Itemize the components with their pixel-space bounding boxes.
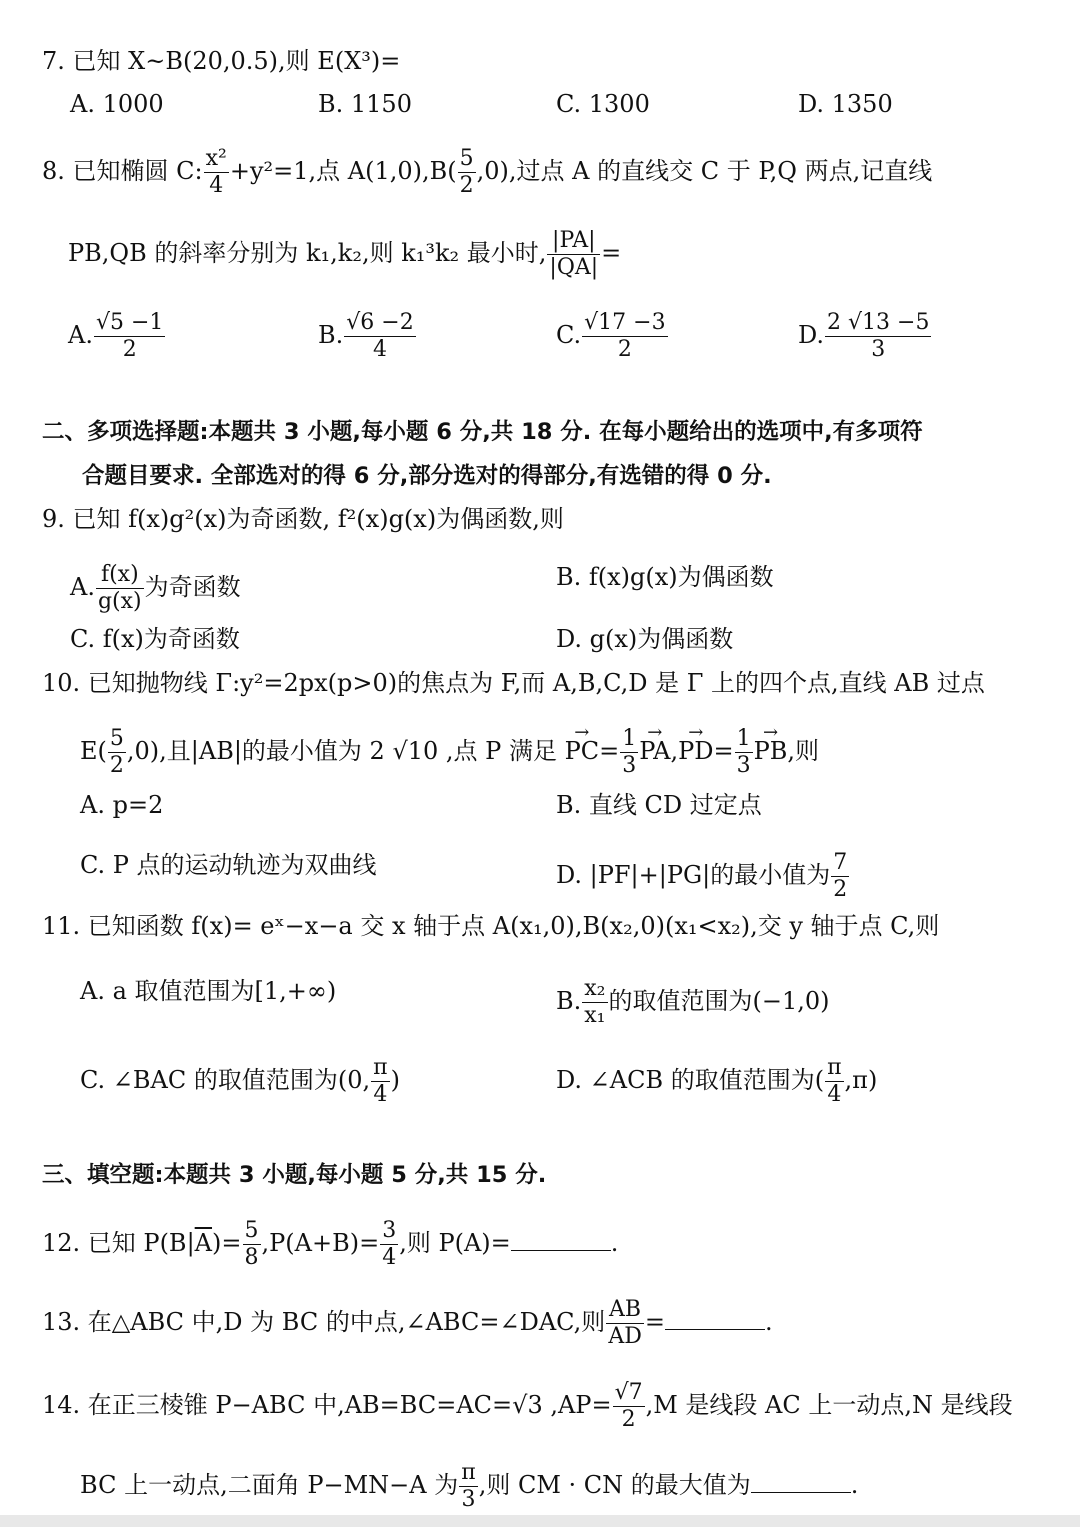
q11-option-c: C. ∠BAC 的取值范围为(0, $\frac{\pi}{4}$ ): [80, 1055, 400, 1107]
q9-option-a: A. $\frac{f(x)}{g(x)}$ 为奇函数: [70, 562, 241, 614]
q8-line2: [68, 228, 621, 281]
fraction-5-over-2: $\frac{5}{2}$: [459, 146, 474, 198]
q13-line: 13. 在△ABC 中,D 为 BC 的中点,∠ABC=∠DAC,则 $\frac{AB}{AD}$ = .: [42, 1297, 773, 1349]
vector-pc: → PC: [565, 736, 600, 766]
q9-option-c: C. f(x)为奇函数: [70, 625, 240, 653]
q8-text-e: =: [601, 239, 622, 267]
q14-line2: BC 上一动点,二面角 P−MN−A 为 $\frac{\pi}{3}$ ,则 CM · CN 的最大值为 .: [80, 1460, 859, 1512]
answer-blank-12[interactable]: [511, 1228, 611, 1251]
q10-option-b: B. 直线 CD 过定点: [556, 791, 762, 819]
q10-option-a: A. p=2: [80, 791, 164, 819]
section3-heading: 三、填空题:本题共 3 小题,每小题 5 分,共 15 分.: [42, 1162, 547, 1188]
q9-stem: 9. 已知 f(x)g²(x)为奇函数, f²(x)g(x)为偶函数,则: [42, 505, 564, 533]
section2-heading-line1: 二、多项选择题:本题共 3 小题,每小题 6 分,共 18 分. 在每小题给出的选项中,有多项符: [42, 419, 923, 445]
q8-option-b: B. $\frac{√6 -2}{4}$: [318, 310, 414, 362]
q8-option-d: D. $\frac{2 √13 -5}{3}$: [798, 310, 930, 362]
q8-line1: [42, 146, 932, 199]
q8-text-a: 8. 已知椭圆 C:: [42, 157, 203, 185]
q9-option-d: D. g(x)为偶函数: [556, 625, 734, 653]
q11-option-d: D. ∠ACB 的取值范围为( $\frac{\pi}{4}$ ,π): [556, 1055, 878, 1107]
fraction-pa-over-qa: $\frac{|PA|}{|QA|}$: [549, 228, 599, 280]
vector-pd: → PD: [678, 736, 713, 766]
vector-pb: → PB: [754, 736, 788, 766]
fraction-x2-over-4: $\frac{\text{x²}}{4}$: [205, 146, 227, 198]
q8-option-a: A. $\frac{√5 -1}{2}$: [68, 310, 164, 362]
q8-text-d: PB,QB 的斜率分别为 k₁,k₂,则 k₁³k₂ 最小时,: [68, 239, 547, 267]
q11-stem: 11. 已知函数 f(x)= eˣ−x−a 交 x 轴于点 A(x₁,0),B(x₂,0)(x₁<x₂),交 y 轴于点 C,则: [42, 912, 940, 940]
q7-stem: 7. 已知 X~B(20,0.5),则 E(X³)=: [42, 47, 401, 75]
answer-blank-14[interactable]: [751, 1470, 851, 1493]
q10-option-d: D. |PF|+|PG|的最小值为 $\frac{7}{2}$: [556, 850, 848, 902]
page-bottom-edge: [0, 1515, 1080, 1527]
q10-line1: 10. 已知抛物线 Γ:y²=2px(p>0)的焦点为 F,而 A,B,C,D 是 Γ 上的四个点,直线 AB 过点: [42, 669, 985, 697]
q14-line1: 14. 在正三棱锥 P−ABC 中,AB=BC=AC=√3 ,AP= $\frac{√7}{2}$ ,M 是线段 AC 上一动点,N 是线段: [42, 1380, 1013, 1432]
answer-blank-13[interactable]: [665, 1307, 765, 1330]
q10-line2: E( $\frac{5}{2}$ ,0),且|AB|的最小值为 2 √10 ,点 P 满足 → PC= $\frac{1}{3}$ → PA,→ PD= $\frac{1}{3}$ → PB,则: [80, 726, 819, 779]
q9-option-b: B. f(x)g(x)为偶函数: [556, 563, 774, 591]
q10-option-c: C. P 点的运动轨迹为双曲线: [80, 851, 377, 879]
q8-text-b: +y²=1,点 A(1,0),B(: [229, 157, 457, 185]
q8-text-c: ,0),过点 A 的直线交 C 于 P,Q 两点,记直线: [476, 157, 933, 185]
q7-option-c: C. 1300: [556, 90, 650, 118]
q12-line: 12. 已知 $P(B|\overline{A})=$ $\frac{5}{8}$ ,P(A+B)= $\frac{3}{4}$ ,则 P(A)= .: [42, 1218, 619, 1270]
q8-option-c: C. $\frac{√17 -3}{2}$: [556, 310, 666, 362]
vector-pa: → PA: [639, 736, 670, 766]
q7-option-a: A. 1000: [70, 90, 164, 118]
section2-heading-line2: 合题目要求. 全部选对的得 6 分,部分选对的得部分,有选错的得 0 分.: [82, 463, 772, 489]
q7-option-d: D. 1350: [798, 90, 893, 118]
q11-option-b: B. $\frac{\text{x₂}}{\text{x₁}}$ 的取值范围为(−1,0): [556, 976, 830, 1028]
q7-option-b: B. 1150: [318, 90, 412, 118]
q11-option-a: A. a 取值范围为[1,+∞): [80, 977, 337, 1005]
